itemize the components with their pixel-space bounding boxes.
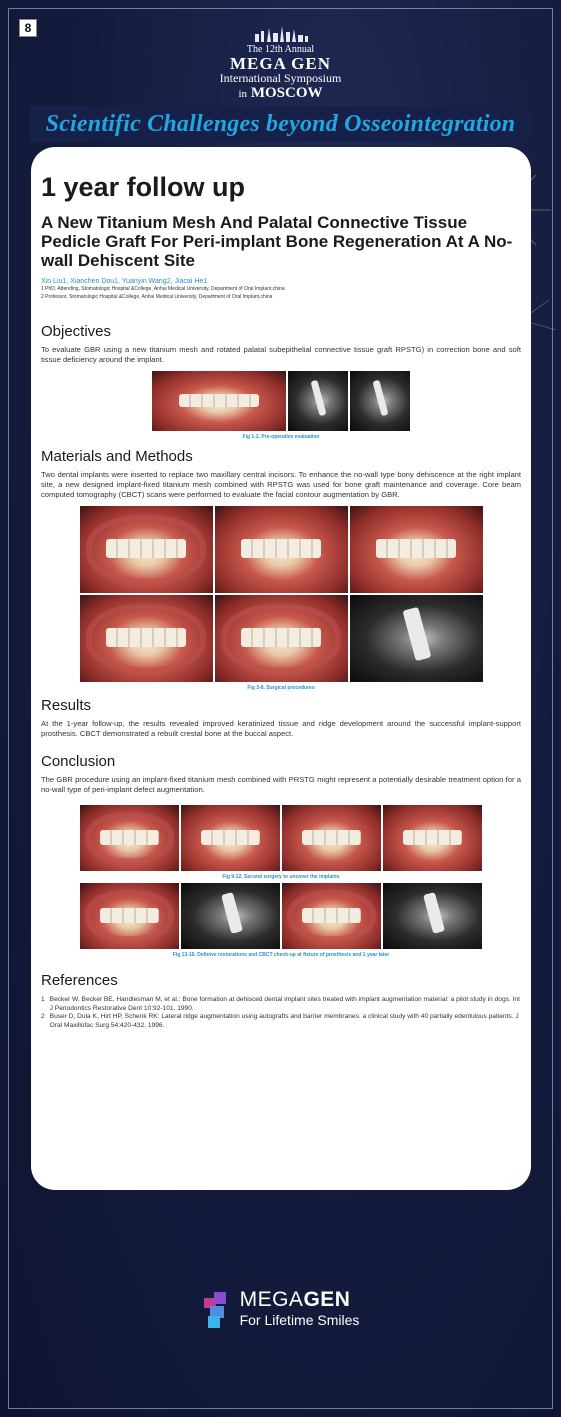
reference-item: 2 Buser D, Dula K, Hirt HP, Schenk RK: Lateral ridge augmentation using autografts and barrier membranes: a clinical study with 40 partially edentulous patients. J Oral Maxillofac Surg 54:420-432, 1996. — [41, 1013, 519, 1029]
affiliation-1: 1 PhD, Attending, Stomatologic Hospital &College, Anhui Medical University, Department of Oral Implant,china — [41, 286, 285, 292]
page-number: 8 — [19, 19, 37, 37]
second-surgery-photo-3 — [282, 805, 381, 871]
poster-card — [31, 147, 531, 1190]
fig1-caption: Fig 1-2. Pre-operative evaluation — [242, 434, 320, 440]
annual-label: The 12th Annual — [246, 44, 315, 55]
brand-label: MEGA GEN — [229, 54, 332, 73]
megagen-logo — [0, 1290, 561, 1330]
logo-name: MEGAGEN — [239, 1288, 351, 1311]
poster-title: 1 year follow up — [41, 172, 246, 202]
reference-list — [41, 996, 521, 1030]
references-heading: References — [41, 972, 118, 989]
reference-item: 1 Becker W, Becker BE, Handlesman M, et al.: Bone formation at dehisced dental implant sites treated with implant augmentation material: a pilot study in dogs. Int J Periodontics Restorative Dent 10:92-101, 1990. — [41, 996, 520, 1012]
theme-banner — [30, 106, 531, 142]
moscow-skyline-icon — [251, 26, 311, 42]
fig2-caption: Fig 3-8. Surgical procedures — [247, 685, 315, 691]
figure-surgical-row2 — [41, 595, 521, 682]
logo-tagline: For Lifetime Smiles — [239, 1312, 360, 1328]
conclusion-heading: Conclusion — [41, 753, 116, 770]
second-surgery-photo-1 — [80, 805, 179, 871]
restoration-cbct-2 — [383, 883, 482, 949]
surgical-photo-1 — [80, 506, 213, 593]
figure-surgical-row1 — [41, 506, 521, 593]
symposium-label: International Symposium — [219, 71, 342, 85]
city-label: in MOSCOW — [238, 85, 323, 101]
preop-photo — [152, 371, 286, 431]
affiliation-2: 2 Professor, Stomatologic Hospital &College, Anhui Medical University, Department of Oral Implant,china — [41, 294, 273, 300]
author-list: Xin Liu1, Xiaochen Dou1, Yuanyin Wang2, Jiacai He1 — [41, 278, 208, 285]
fig3-caption: Fig 9-12. Second surgery to uncover the implants — [222, 874, 340, 880]
megagen-logo-icon — [202, 1290, 234, 1330]
surgical-photo-4 — [80, 595, 213, 682]
second-surgery-photo-2 — [181, 805, 280, 871]
figure-preop — [41, 371, 521, 431]
objectives-text: To evaluate GBR using a new titanium mesh and rotated palatal subepithelial connective tissue graft RPSTG) in correction bone and soft tissue deficiency around the implant. — [41, 345, 521, 364]
restoration-cbct-1 — [181, 883, 280, 949]
figure-second-surgery — [41, 805, 521, 871]
results-text: At the 1-year follow-up, the results revealed improved keratinized tissue and ridge development around the successful implant-support prosthesis. CBCT demonstrated a rebuilt crestal bone at the buccal aspect. — [41, 719, 521, 738]
second-surgery-photo-4 — [383, 805, 482, 871]
preop-cbct-1 — [288, 371, 348, 431]
theme-text: Scientific Challenges beyond Osseointegration — [45, 111, 516, 137]
surgical-cbct — [350, 595, 483, 682]
conclusion-text: The GBR procedure using an implant-fixed titanium mesh combined with PRSTG might represent a potentially desirable treatment option for a no-wall type of peri-implant defect augmentation. — [41, 775, 521, 794]
results-heading: Results — [41, 697, 92, 714]
objectives-heading: Objectives — [41, 323, 112, 340]
poster-subtitle: A New Titanium Mesh And Palatal Connective Tissue Pedicle Graft For Peri-implant Bone Regeneration At A No-wall Dehiscent Site — [41, 213, 513, 270]
methods-heading: Materials and Methods — [41, 448, 193, 465]
surgical-photo-2 — [215, 506, 348, 593]
preop-cbct-2 — [350, 371, 410, 431]
methods-text: Two dental implants were inserted to replace two maxillary central incisors. To enhance the no-wall type bony dehiscence at the right implant site, a new designed implant-fixed titanium mesh combined with RPSTG was used for bone graft maintenance and coverage. Core beam computed tomography (CBCT) scans were performed to evaluate the facial contour augmentation by GBR. — [41, 470, 521, 499]
restoration-photo-1 — [80, 883, 179, 949]
fig4-caption: Fig 13-16. Definive restorations and CBCT check-up at fixture of prosthesis and 1 year later — [172, 952, 390, 958]
restoration-photo-2 — [282, 883, 381, 949]
surgical-photo-3 — [350, 506, 483, 593]
surgical-photo-5 — [215, 595, 348, 682]
symposium-header — [0, 26, 561, 102]
figure-restorations — [41, 883, 521, 949]
